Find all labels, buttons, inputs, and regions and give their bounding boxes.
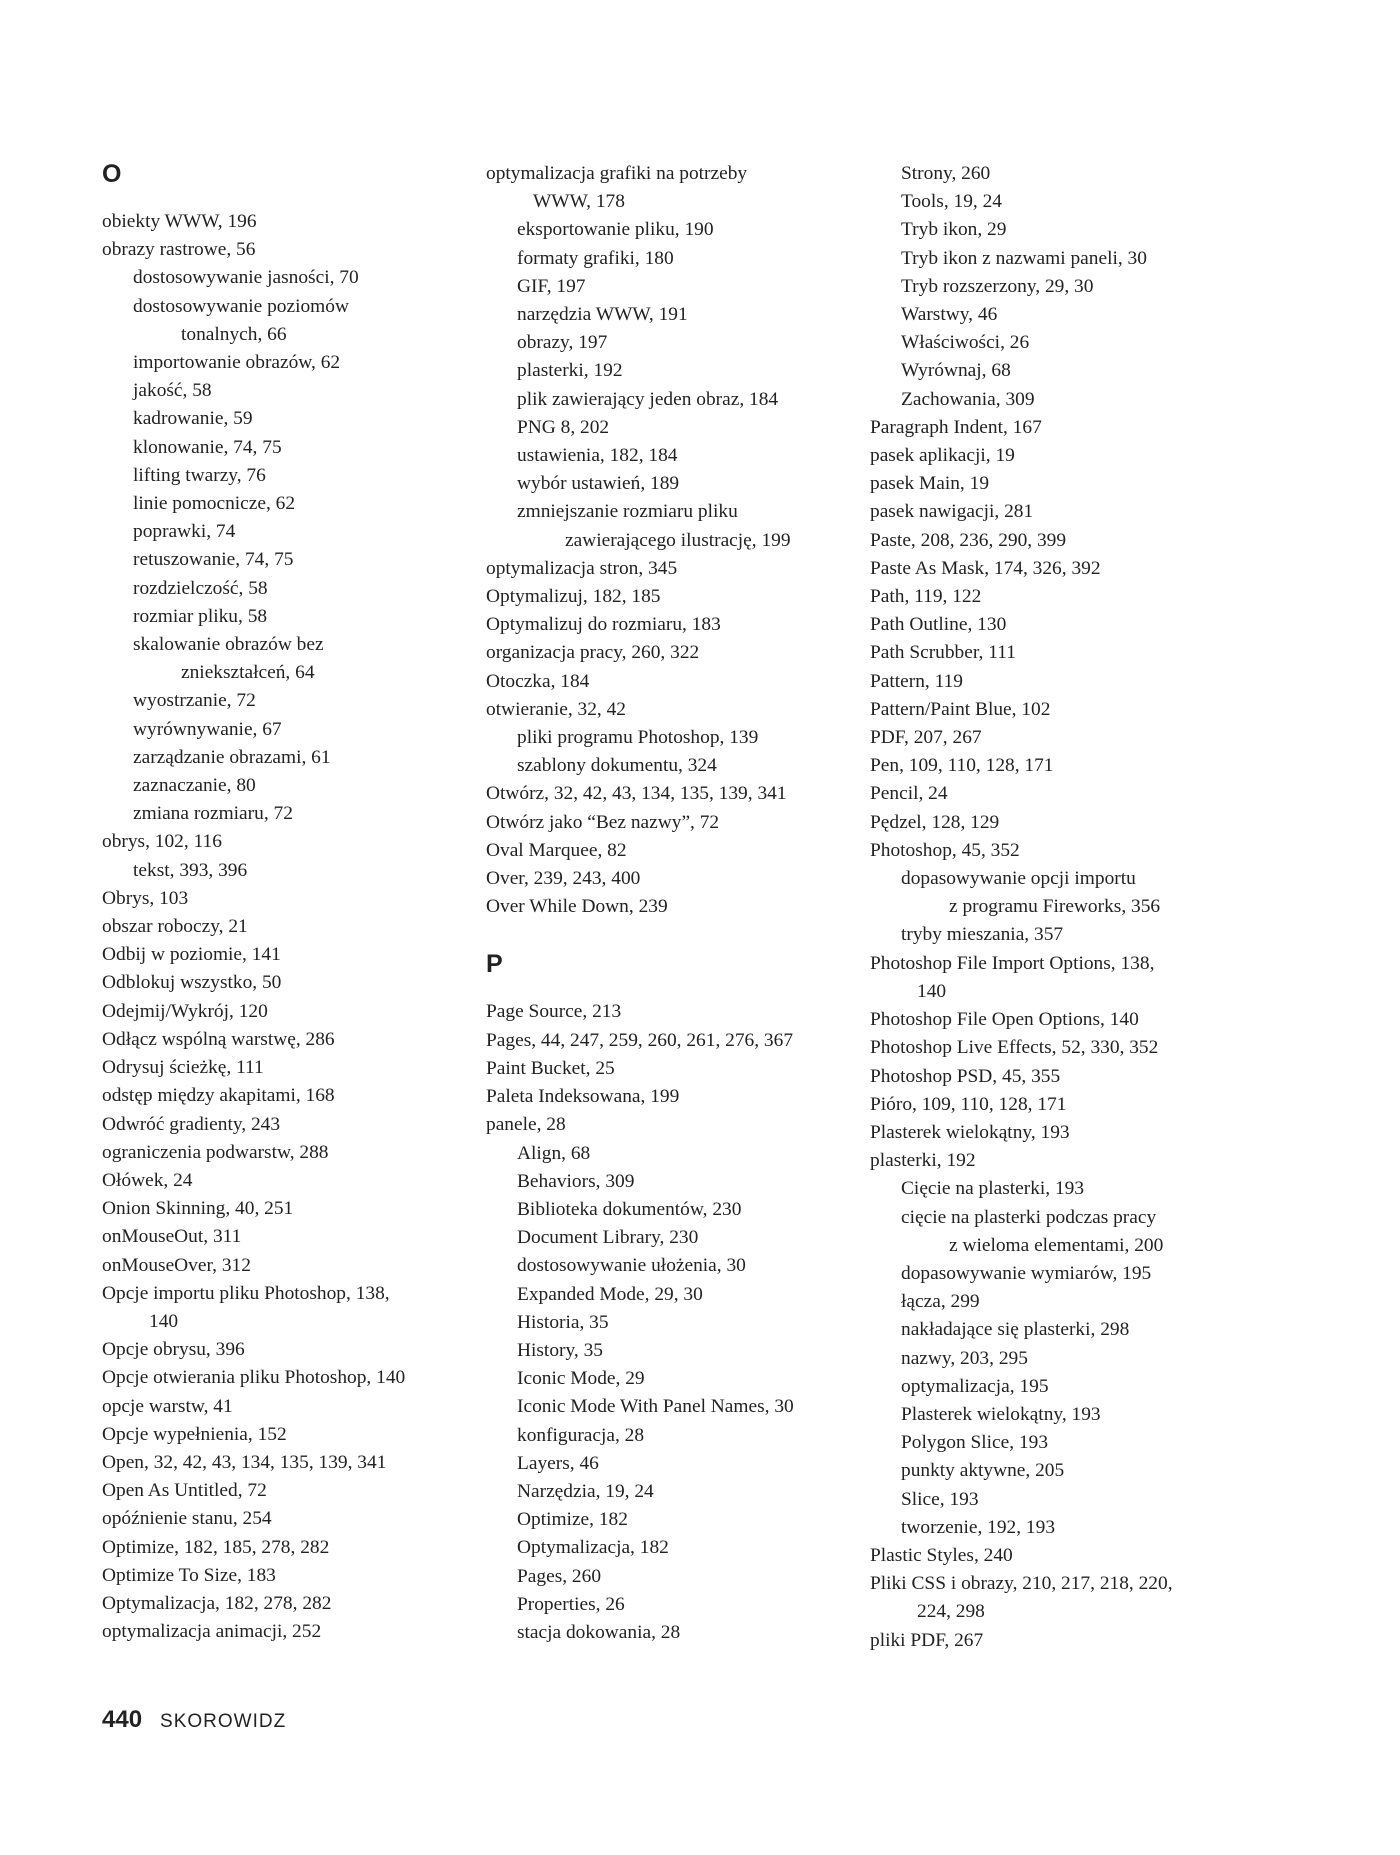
index-entry: Pen, 109, 110, 128, 171 bbox=[870, 755, 1054, 777]
page-number: 440 bbox=[102, 1706, 143, 1733]
index-entry: Pencil, 24 bbox=[870, 783, 948, 805]
index-column-1 bbox=[102, 160, 462, 1646]
index-subentry: dopasowywanie wymiarów, 195 bbox=[901, 1262, 1152, 1284]
index-subentry: Align, 68 bbox=[517, 1142, 591, 1164]
index-subentry: Historia, 35 bbox=[517, 1311, 609, 1333]
index-entry: onMouseOver, 312 bbox=[102, 1254, 251, 1276]
index-subentry: zmniejszanie rozmiaru pliku bbox=[517, 501, 738, 523]
index-subentry: rozdzielczość, 58 bbox=[133, 577, 268, 599]
index-entry: Photoshop, 45, 352 bbox=[870, 839, 1020, 861]
index-subentry: Document Library, 230 bbox=[517, 1227, 699, 1249]
index-entry: pasek aplikacji, 19 bbox=[870, 445, 1015, 467]
index-subentry: Tryb rozszerzony, 29, 30 bbox=[901, 275, 1094, 297]
index-subentry: punkty aktywne, 205 bbox=[901, 1460, 1065, 1482]
index-entry: Pattern/Paint Blue, 102 bbox=[870, 698, 1051, 720]
index-subentry: wybór ustawień, 189 bbox=[517, 473, 680, 495]
index-continuation: z programu Fireworks, 356 bbox=[949, 896, 1161, 918]
index-subentry: wyostrzanie, 72 bbox=[133, 690, 256, 712]
index-subentry: konfiguracja, 28 bbox=[517, 1424, 645, 1446]
index-subentry: Pages, 260 bbox=[517, 1565, 602, 1587]
index-entry: Odejmij/Wykrój, 120 bbox=[102, 1000, 268, 1022]
index-entry: Optimize, 182, 185, 278, 282 bbox=[102, 1536, 330, 1558]
index-subentry: Optimize, 182 bbox=[517, 1509, 628, 1531]
index-subentry: skalowanie obrazów bez bbox=[133, 634, 324, 656]
index-entry: plasterki, 192 bbox=[870, 1150, 976, 1172]
index-entry: Opcje importu pliku Photoshop, 138, bbox=[102, 1282, 390, 1304]
index-entry: obiekty WWW, 196 bbox=[102, 211, 257, 232]
index-continuation: zawierającego ilustrację, 199 bbox=[565, 529, 791, 551]
index-subentry: tworzenie, 192, 193 bbox=[901, 1516, 1056, 1538]
index-entry: Odblokuj wszystko, 50 bbox=[102, 972, 282, 994]
index-subentry: Cięcie na plasterki, 193 bbox=[901, 1178, 1085, 1200]
index-entry: Pattern, 119 bbox=[870, 670, 963, 692]
index-subentry: Optymalizacja, 182 bbox=[517, 1537, 669, 1559]
index-column-2 bbox=[486, 160, 846, 1647]
index-entry: Onion Skinning, 40, 251 bbox=[102, 1198, 294, 1220]
index-entry: Path, 119, 122 bbox=[870, 586, 982, 608]
index-entry: optymalizacja grafiki na potrzeby bbox=[486, 163, 748, 184]
index-entry: Opcje otwierania pliku Photoshop, 140 bbox=[102, 1367, 406, 1389]
index-subentry: tryby mieszania, 357 bbox=[901, 924, 1064, 946]
index-subentry: Tryb ikon, 29 bbox=[901, 219, 1007, 241]
index-subentry: jakość, 58 bbox=[133, 380, 212, 402]
index-continuation: 224, 298 bbox=[917, 1601, 985, 1623]
index-subentry: Strony, 260 bbox=[901, 163, 991, 184]
index-entry: Plasterek wielokątny, 193 bbox=[870, 1121, 1070, 1143]
index-entry: opcje warstw, 41 bbox=[102, 1395, 233, 1417]
index-entry: Otoczka, 184 bbox=[486, 670, 590, 692]
index-subentry: Expanded Mode, 29, 30 bbox=[517, 1283, 703, 1305]
index-subentry: nazwy, 203, 295 bbox=[901, 1347, 1028, 1369]
index-entry: Ołówek, 24 bbox=[102, 1169, 193, 1191]
index-entry: Optymalizuj do rozmiaru, 183 bbox=[486, 614, 721, 636]
index-subentry: Slice, 193 bbox=[901, 1488, 979, 1510]
index-entry: panele, 28 bbox=[486, 1114, 566, 1136]
index-entry: Pages, 44, 247, 259, 260, 261, 276, 367 bbox=[486, 1029, 794, 1051]
index-entry: Pędzel, 128, 129 bbox=[870, 811, 1000, 833]
index-entry: Paleta Indeksowana, 199 bbox=[486, 1086, 680, 1108]
index-entry: Path Outline, 130 bbox=[870, 614, 1007, 636]
index-entry: Obrys, 103 bbox=[102, 887, 189, 909]
index-entry: Pióro, 109, 110, 128, 171 bbox=[870, 1093, 1067, 1115]
index-entry: Page Source, 213 bbox=[486, 1001, 622, 1023]
index-entry: Otwórz jako “Bez nazwy”, 72 bbox=[486, 811, 720, 833]
index-subentry: dopasowywanie opcji importu bbox=[901, 868, 1136, 890]
index-subentry: importowanie obrazów, 62 bbox=[133, 352, 341, 374]
index-entry: PDF, 207, 267 bbox=[870, 727, 982, 749]
index-entry: Photoshop PSD, 45, 355 bbox=[870, 1065, 1061, 1087]
index-subentry: Iconic Mode, 29 bbox=[517, 1368, 645, 1390]
index-continuation: WWW, 178 bbox=[533, 191, 625, 213]
index-entry: Optymalizuj, 182, 185 bbox=[486, 586, 661, 608]
index-subentry: dostosowywanie jasności, 70 bbox=[133, 267, 359, 289]
index-subentry: ustawienia, 182, 184 bbox=[517, 445, 678, 467]
spacer bbox=[486, 921, 846, 950]
index-entry: Opcje obrysu, 396 bbox=[102, 1339, 245, 1361]
index-entry: Otwórz, 32, 42, 43, 134, 135, 139, 341 bbox=[486, 783, 787, 805]
index-entry: organizacja pracy, 260, 322 bbox=[486, 642, 700, 664]
index-subentry: dostosowywanie poziomów bbox=[133, 295, 349, 317]
index-continuation: z wieloma elementami, 200 bbox=[949, 1234, 1164, 1256]
spacer bbox=[486, 978, 846, 998]
section-letter: O bbox=[102, 160, 122, 188]
index-subentry: Plasterek wielokątny, 193 bbox=[901, 1403, 1101, 1425]
index-continuation: tonalnych, 66 bbox=[181, 323, 287, 345]
index-entry: ograniczenia podwarstw, 288 bbox=[102, 1141, 329, 1163]
spacer bbox=[102, 188, 462, 208]
index-subentry: formaty grafiki, 180 bbox=[517, 247, 674, 269]
index-entry: optymalizacja animacji, 252 bbox=[102, 1621, 322, 1643]
index-subentry: GIF, 197 bbox=[517, 275, 586, 297]
index-entry: Over, 239, 243, 400 bbox=[486, 868, 641, 890]
index-subentry: Biblioteka dokumentów, 230 bbox=[517, 1198, 742, 1220]
index-subentry: linie pomocnicze, 62 bbox=[133, 493, 296, 515]
index-entry: Odwróć gradienty, 243 bbox=[102, 1113, 281, 1135]
index-entry: Odrysuj ścieżkę, 111 bbox=[102, 1057, 264, 1079]
index-entry: Open As Untitled, 72 bbox=[102, 1480, 267, 1502]
index-subentry: narzędzia WWW, 191 bbox=[517, 304, 688, 326]
index-subentry: Layers, 46 bbox=[517, 1452, 599, 1474]
page-footer bbox=[102, 1706, 286, 1734]
index-entry: Over While Down, 239 bbox=[486, 896, 668, 918]
index-subentry: klonowanie, 74, 75 bbox=[133, 436, 282, 458]
index-entry: opóźnienie stanu, 254 bbox=[102, 1508, 272, 1530]
index-entry: Pliki CSS i obrazy, 210, 217, 218, 220, bbox=[870, 1573, 1173, 1595]
index-entry: pasek Main, 19 bbox=[870, 473, 990, 495]
index-subentry: tekst, 393, 396 bbox=[133, 859, 248, 881]
index-entry: Odłącz wspólną warstwę, 286 bbox=[102, 1028, 335, 1050]
index-subentry: pliki programu Photoshop, 139 bbox=[517, 727, 759, 749]
index-subentry: Tryb ikon z nazwami paneli, 30 bbox=[901, 247, 1147, 269]
index-subentry: Behaviors, 309 bbox=[517, 1170, 635, 1192]
index-subentry: cięcie na plasterki podczas pracy bbox=[901, 1206, 1157, 1228]
index-entry: pasek nawigacji, 281 bbox=[870, 501, 1034, 523]
index-entry: Paste, 208, 236, 290, 399 bbox=[870, 529, 1067, 551]
index-subentry: Właściwości, 26 bbox=[901, 332, 1030, 354]
index-entry: Paint Bucket, 25 bbox=[486, 1057, 615, 1079]
index-subentry: nakładające się plasterki, 298 bbox=[901, 1319, 1130, 1341]
index-subentry: Zachowania, 309 bbox=[901, 388, 1035, 410]
index-entry: pliki PDF, 267 bbox=[870, 1629, 984, 1651]
index-entry: Oval Marquee, 82 bbox=[486, 839, 627, 861]
index-entry: obszar roboczy, 21 bbox=[102, 916, 248, 938]
index-subentry: History, 35 bbox=[517, 1339, 603, 1361]
index-entry: Photoshop Live Effects, 52, 330, 352 bbox=[870, 1037, 1159, 1059]
index-entry: Path Scrubber, 111 bbox=[870, 642, 1016, 664]
index-entry: Opcje wypełnienia, 152 bbox=[102, 1423, 287, 1445]
index-subentry: szablony dokumentu, 324 bbox=[517, 755, 717, 777]
index-subentry: Tools, 19, 24 bbox=[901, 191, 1002, 213]
index-entry: Optimize To Size, 183 bbox=[102, 1564, 276, 1586]
index-subentry: Narzędzia, 19, 24 bbox=[517, 1480, 654, 1502]
index-subentry: retuszowanie, 74, 75 bbox=[133, 549, 294, 571]
index-subentry: stacja dokowania, 28 bbox=[517, 1621, 681, 1643]
index-subentry: obrazy, 197 bbox=[517, 332, 608, 354]
index-column-3 bbox=[870, 160, 1230, 1655]
index-subentry: eksportowanie pliku, 190 bbox=[517, 219, 714, 241]
index-entry: Photoshop File Open Options, 140 bbox=[870, 1009, 1139, 1031]
index-subentry: zmiana rozmiaru, 72 bbox=[133, 803, 293, 825]
index-subentry: Properties, 26 bbox=[517, 1593, 625, 1615]
index-subentry: łącza, 299 bbox=[901, 1291, 980, 1313]
index-entry: Photoshop File Import Options, 138, bbox=[870, 952, 1155, 974]
index-entry: optymalizacja stron, 345 bbox=[486, 557, 678, 579]
index-entry: obrys, 102, 116 bbox=[102, 831, 222, 853]
index-entry: Open, 32, 42, 43, 134, 135, 139, 341 bbox=[102, 1451, 387, 1473]
index-subentry: Polygon Slice, 193 bbox=[901, 1432, 1049, 1454]
index-subentry: lifting twarzy, 76 bbox=[133, 464, 266, 486]
running-footer-section: SKOROWIDZ bbox=[160, 1711, 287, 1732]
index-subentry: PNG 8, 202 bbox=[517, 416, 610, 438]
index-entry: otwieranie, 32, 42 bbox=[486, 698, 627, 720]
index-subentry: zaznaczanie, 80 bbox=[133, 775, 256, 797]
index-entry: Optymalizacja, 182, 278, 282 bbox=[102, 1592, 332, 1614]
index-subentry: plik zawierający jeden obraz, 184 bbox=[517, 388, 779, 410]
index-subentry: plasterki, 192 bbox=[517, 360, 623, 382]
index-subentry: rozmiar pliku, 58 bbox=[133, 605, 268, 627]
index-entry: Paragraph Indent, 167 bbox=[870, 416, 1042, 438]
index-subentry: Wyrównaj, 68 bbox=[901, 360, 1011, 382]
index-subentry: Warstwy, 46 bbox=[901, 304, 998, 326]
index-continuation: 140 bbox=[917, 980, 947, 1002]
index-continuation: 140 bbox=[149, 1310, 179, 1332]
index-entry: Paste As Mask, 174, 326, 392 bbox=[870, 557, 1101, 579]
index-entry: odstęp między akapitami, 168 bbox=[102, 1085, 335, 1107]
index-subentry: wyrównywanie, 67 bbox=[133, 718, 282, 740]
index-entry: Odbij w poziomie, 141 bbox=[102, 944, 281, 966]
index-continuation: zniekształceń, 64 bbox=[181, 662, 315, 684]
index-subentry: poprawki, 74 bbox=[133, 521, 236, 543]
index-entry: obrazy rastrowe, 56 bbox=[102, 239, 256, 261]
index-subentry: kadrowanie, 59 bbox=[133, 408, 253, 430]
index-subentry: Iconic Mode With Panel Names, 30 bbox=[517, 1396, 794, 1418]
section-letter: P bbox=[486, 950, 503, 979]
index-subentry: dostosowywanie ułożenia, 30 bbox=[517, 1255, 746, 1277]
index-subentry: zarządzanie obrazami, 61 bbox=[133, 746, 331, 768]
index-entry: onMouseOut, 311 bbox=[102, 1226, 242, 1248]
index-subentry: optymalizacja, 195 bbox=[901, 1375, 1049, 1397]
index-entry: Plastic Styles, 240 bbox=[870, 1544, 1013, 1566]
